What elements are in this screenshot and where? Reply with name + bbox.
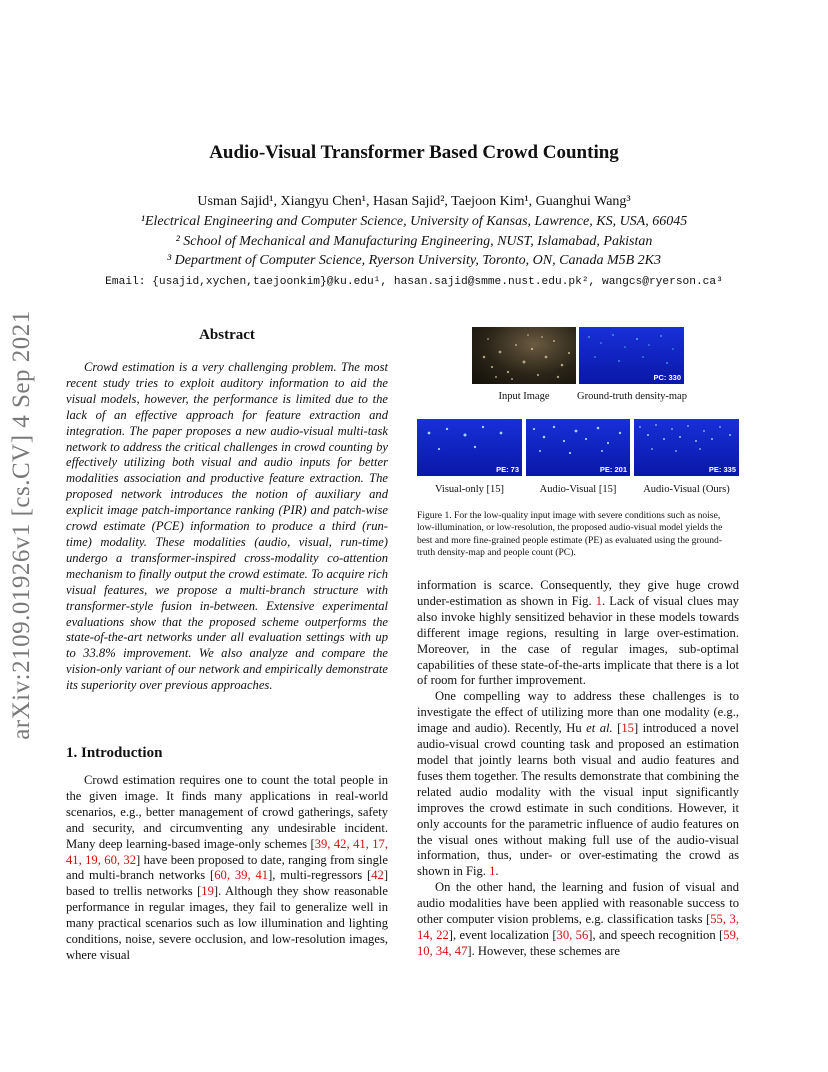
citation-link[interactable]: 30, 56 — [556, 927, 589, 942]
people-estimate-label: PE: 201 — [599, 465, 627, 474]
citation-link[interactable]: 39, 42, 41, 17, 41, 19, 60, 32 — [66, 836, 388, 867]
crowd-photo-texture — [472, 327, 576, 384]
citation-link[interactable]: 60, 39, 41 — [214, 868, 269, 883]
affiliation-2: ² School of Mechanical and Manufacturing Engineering, NUST, Islamabad, Pakistan — [175, 234, 653, 249]
audio-visual-baseline-panel — [526, 419, 630, 476]
citation-link[interactable]: 15 — [621, 721, 634, 736]
figure-link[interactable]: 1 — [489, 864, 496, 879]
citation-link[interactable]: 42 — [371, 868, 384, 883]
audio-visual-ours-panel — [634, 419, 739, 476]
arxiv-identifier: arXiv:2109.01926v1 [cs.CV] 4 Sep 2021 — [8, 310, 35, 740]
abstract-body: Crowd estimation is a very challenging problem. The most recent study tries to exploit auditory information to aid the visual models, however, the performance is limited due to the lack of an effective approach for feature extraction and integration. The paper proposes a new audio-visual multi-task network to address the critical challenges in crowd counting by effectively utilizing both visual and audio inputs for better modalities association and productive feature extraction. The proposed network introduces the notion of auxiliary and explicit image patch-importance ranking (PIR) and patch-wise crowd estimate (PCE) information to produce a third (run-time) modality. These modalities (audio, visual, run-time) undergo a transformer-inspired cross-modality co-attention mechanism to finally output the crowd estimate. To acquire rich visual features, we propose a multi-branch structure with transformer-style fusion in-between. Extensive experimental evaluations show that the proposed scheme outperforms the state-of-the-art networks under all evaluation settings with up to 33.8% improvement. We also analyze and compare the vision-only variant of our network and empirically demonstrate its superiority over previous approaches. — [66, 360, 388, 693]
citation-link[interactable]: 19 — [201, 884, 214, 899]
paragraph: On the other hand, the learning and fusion of visual and audio modalities have been applied with reasonable success to other computer vision problems, e.g. classification tasks [55, 3, 14, 22], event localization [30, 56], and speech recognition [59, 10, 34, 47]. However, these schemes are — [417, 880, 740, 958]
citation-link[interactable]: 55, 3, 14, 22 — [417, 912, 739, 942]
figure-label-input-image: Input Image — [498, 391, 550, 402]
visual-only-panel — [417, 419, 522, 476]
figure-caption: Figure 1. For the low-quality input image with severe conditions such as noise, low-illumination, or low-resolution, the proposed audio-visual model yields the best and more fine-grained people estimate (PE) as evaluated using the ground-truth density-map and people count (PC). — [417, 510, 723, 559]
people-count-label: PC: 330 — [653, 373, 681, 382]
paragraph: information is scarce. Consequently, they give huge crowd under-estimation as shown in Fig. 1. Lack of visual clues may also invoke highly sensitized behavior in these models towards different image regions, resulting in large over-estimation. Moreover, in the case of regular images, sub-optimal capabilities of these state-of-the-arts implicate that there is a lot of room for further improvement. — [417, 578, 739, 688]
figure-label-audio-visual-baseline: Audio-Visual [15] — [539, 484, 617, 495]
figure-link[interactable]: 1 — [595, 593, 603, 608]
abstract-heading: Abstract — [199, 327, 255, 343]
introduction-paragraph: Crowd estimation requires one to count the total people in the given image. It finds many applications in real-world scenarios, e.g., better management of crowd gatherings, safety and security, and circumventing any undesirable incident. Many deep learning-based image-only schemes [39, 42, 41, 17, 41, 19, 60, 32] have been proposed to date, ranging from single and multi-branch networks [60, 39, 41], multi-regressors [42] based to trellis networks [19]. Although they show reasonable performance in regular images, they fail to generalize well in many practical scenarios such as low illumination and lighting conditions, noise, severe occlusion, and low-resolution images, where visual — [66, 773, 389, 962]
affiliation-3: ³ Department of Computer Science, Ryerson University, Toronto, ON, Canada M5B 2K3 — [166, 253, 662, 268]
right-column-text — [417, 578, 739, 960]
arxiv-stamp — [0, 0, 44, 1072]
author-emails: Email: {usajid,xychen,taejoonkim}@ku.edu¹, hasan.sajid@smme.nust.edu.pk², wangcs@ryerson.ca³ — [105, 276, 723, 288]
author-list: Usman Sajid¹, Xiangyu Chen¹, Hasan Sajid², Taejoon Kim¹, Guanghui Wang³ — [197, 194, 631, 209]
affiliation-1: ¹Electrical Engineering and Computer Science, University of Kansas, Lawrence, KS, USA, 66045 — [140, 214, 688, 229]
section-heading-introduction: 1. Introduction — [66, 745, 163, 761]
people-estimate-label: PE: 335 — [708, 465, 736, 474]
figure-label-ground-truth: Ground-truth density-map — [577, 391, 687, 402]
ground-truth-density-panel — [579, 327, 684, 384]
figure-label-audio-visual-ours: Audio-Visual (Ours) — [643, 484, 730, 495]
paper-title: Audio-Visual Transformer Based Crowd Counting — [209, 142, 619, 163]
people-estimate-label: PE: 73 — [496, 465, 519, 474]
input-image-panel — [472, 327, 576, 384]
citation-link[interactable]: 59, 10, 34, 47 — [417, 927, 740, 958]
figure-label-visual-only: Visual-only [15] — [434, 484, 505, 495]
paragraph: One compelling way to address these challenges is to investigate the effect of utilizing more than one modality (e.g., image and audio). Recently, Hu et al. [15] introduced a novel audio-visual crowd counting task and proposed an estimation model that jointly learns both visual and audio features and fuses them together. The results demonstrate that combining the related audio modality with the visual input significantly improves the crowd estimate in such conditions. However, it only accounts for the parametric influence of audio features on the visual ones without making full use of the audio-visual information, thus, under- or over-estimating the crowd as shown in Fig. 1. — [417, 689, 739, 879]
